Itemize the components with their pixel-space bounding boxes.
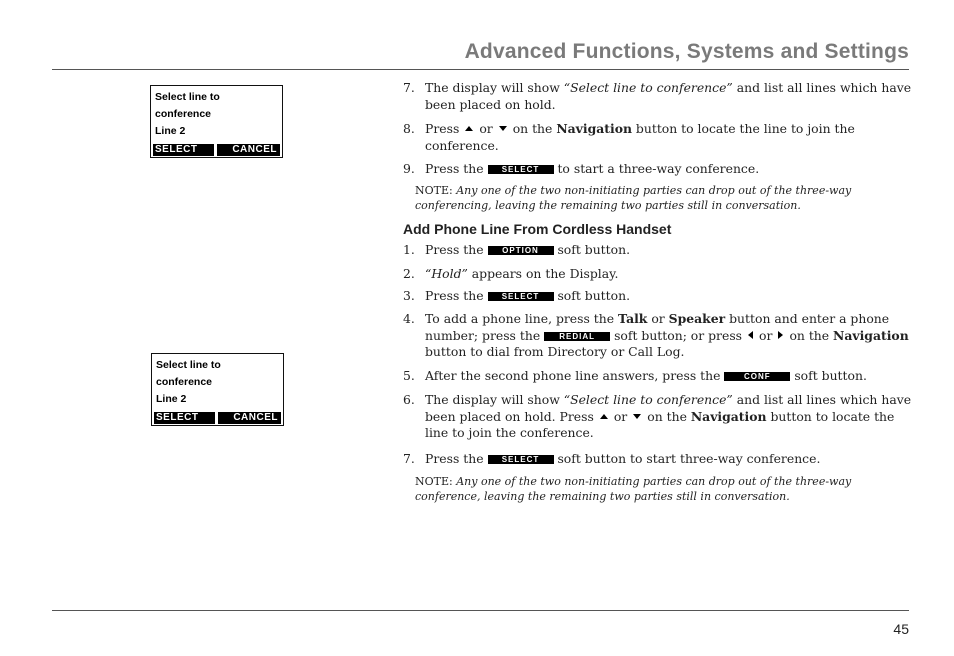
note-label: NOTE: xyxy=(415,184,453,197)
item-number: 8. xyxy=(403,121,415,136)
item-text: Press the xyxy=(425,161,484,176)
lcd-softkey-cancel: CANCEL xyxy=(217,144,280,156)
item-text: and list all lines which have been placed on hold. xyxy=(425,80,912,112)
item-emphasis: “Hold” xyxy=(425,266,468,281)
item-text: button and enter a phone number; press the xyxy=(425,311,890,343)
note xyxy=(415,474,910,504)
item-emphasis: “Select line to conference” xyxy=(563,392,733,407)
item-text: Press the xyxy=(425,451,484,466)
item-bold: Navigation xyxy=(833,327,909,343)
lcd-line: conference xyxy=(155,108,212,120)
select-softkey-graphic: SELECT xyxy=(488,165,554,174)
note xyxy=(415,183,910,213)
item-number: 7. xyxy=(403,80,415,95)
item-number: 4. xyxy=(403,311,415,326)
left-arrow-icon xyxy=(748,331,753,339)
item-text: or xyxy=(613,408,628,424)
lcd-screen-2 xyxy=(151,353,284,426)
lcd-line: Select line to xyxy=(155,91,220,103)
item-text: After the second phone line answers, press the xyxy=(425,368,721,383)
select-softkey-graphic: SELECT xyxy=(488,455,554,464)
lcd-softkey-select: SELECT xyxy=(153,144,214,156)
item-text: Press the xyxy=(425,242,484,257)
item-text: The display will show xyxy=(425,80,564,95)
page-number: 45 xyxy=(893,621,909,637)
item-text: to start a three-way conference. xyxy=(557,161,760,176)
item-text: soft button; or press xyxy=(614,327,743,343)
item-bold: Speaker xyxy=(668,311,726,326)
lcd-line: Select line to xyxy=(156,359,221,371)
item-text: Press the xyxy=(425,288,484,303)
conf-softkey-graphic: CONF xyxy=(724,372,790,381)
item-bold: Navigation xyxy=(556,121,632,136)
lcd-screen-1 xyxy=(150,85,283,158)
item-text: button to dial from Directory or Call Log. xyxy=(425,344,685,359)
lcd-softkey-select: SELECT xyxy=(154,412,215,424)
item-text: or xyxy=(479,121,493,136)
section-heading: Add Phone Line From Cordless Handset xyxy=(403,221,672,237)
item-text: on the xyxy=(647,408,691,424)
item-text: Press xyxy=(425,121,460,136)
note-label: NOTE: xyxy=(415,475,453,488)
item-number: 3. xyxy=(403,288,415,303)
down-arrow-icon xyxy=(633,414,641,419)
item-text: on the xyxy=(512,121,557,136)
up-arrow-icon xyxy=(600,414,608,419)
item-text: appears on the Display. xyxy=(467,266,619,281)
item-number: 7. xyxy=(403,451,415,466)
redial-softkey-graphic: REDIAL xyxy=(544,332,610,341)
select-softkey-graphic: SELECT xyxy=(488,292,554,301)
item-text: The display will show xyxy=(425,392,564,407)
item-emphasis: “Select line to conference” xyxy=(563,80,733,95)
item-text: soft button. xyxy=(557,288,631,303)
item-text: button to locate the line to join the conference. xyxy=(425,121,855,153)
item-number: 5. xyxy=(403,368,415,383)
item-text: on the xyxy=(789,327,834,343)
lcd-line: Line 2 xyxy=(155,125,186,137)
item-number: 1. xyxy=(403,242,415,257)
item-text: and list all lines which have been placed on hold. Press xyxy=(425,392,912,424)
item-number: 6. xyxy=(403,392,415,407)
item-text: soft button to start three-way conference. xyxy=(557,451,821,466)
lcd-line: conference xyxy=(156,376,213,388)
note-text: Any one of the two non-initiating parties can drop out of the three-way conference, leaving the remaining two parties still in conversation. xyxy=(415,475,852,503)
down-arrow-icon xyxy=(499,126,507,131)
page-title: Advanced Functions, Systems and Settings xyxy=(464,40,909,63)
item-bold: Talk xyxy=(618,311,648,326)
item-number: 9. xyxy=(403,161,415,176)
right-arrow-icon xyxy=(778,331,783,339)
up-arrow-icon xyxy=(465,126,473,131)
header-rule xyxy=(52,69,909,70)
item-bold: Navigation xyxy=(690,408,767,424)
item-text: soft button. xyxy=(794,368,867,383)
item-text: or xyxy=(759,327,773,343)
item-text: To add a phone line, press the xyxy=(425,311,619,326)
item-text: or xyxy=(647,311,669,326)
item-number: 2. xyxy=(403,266,415,281)
item-text: button to locate the line to join the conference. xyxy=(425,408,895,440)
note-text: Any one of the two non-initiating parties can drop out of the three-way conferencing, leaving the remaining two parties still in conversation. xyxy=(415,184,852,212)
footer-rule xyxy=(52,610,909,611)
option-softkey-graphic: OPTION xyxy=(488,246,554,255)
lcd-softkey-cancel: CANCEL xyxy=(218,412,281,424)
item-text: soft button. xyxy=(557,242,631,257)
lcd-line: Line 2 xyxy=(156,393,187,405)
